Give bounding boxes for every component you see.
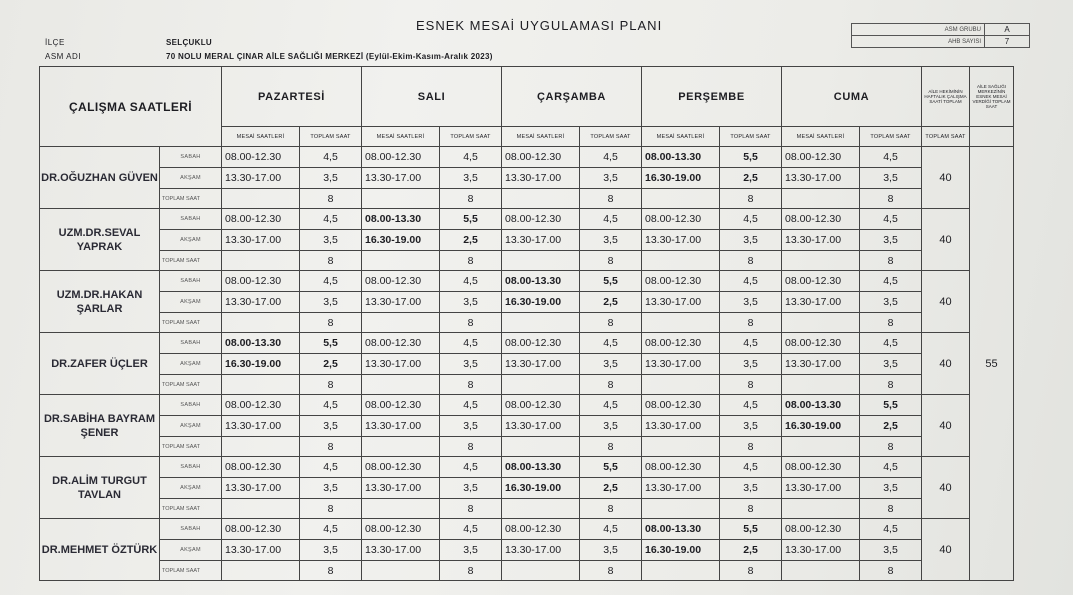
total-hours-label: TOPLAM SAAT (160, 437, 222, 457)
evening-hours: 3,5 (580, 230, 642, 251)
morning-hours: 4,5 (860, 271, 922, 292)
group-box (851, 23, 1030, 48)
evening-time: 13.30-17.00 (222, 478, 300, 499)
total-time-blank (782, 313, 860, 333)
morning-hours: 4,5 (440, 147, 502, 168)
doctor-name: DR.SABİHA BAYRAM ŞENER (40, 395, 160, 457)
ahb-label: AHB SAYISI (852, 36, 985, 48)
table-row (40, 230, 1014, 251)
table-row (40, 292, 1014, 313)
table-row (40, 561, 1014, 581)
total-time-blank (782, 375, 860, 395)
total-time-blank (362, 561, 440, 581)
morning-hours: 4,5 (720, 333, 782, 354)
day-total-hours: 8 (860, 437, 922, 457)
total-time-blank (362, 499, 440, 519)
shift-label-morning: SABAH (160, 519, 222, 540)
morning-hours: 4,5 (440, 271, 502, 292)
day-total-hours: 8 (860, 313, 922, 333)
evening-hours: 2,5 (860, 416, 922, 437)
evening-time: 16.30-19.00 (502, 292, 580, 313)
evening-hours: 3,5 (860, 292, 922, 313)
evening-time: 13.30-17.00 (362, 168, 440, 189)
morning-hours: 5,5 (580, 457, 642, 478)
total-time-blank (222, 251, 300, 271)
day-total-hours: 8 (440, 499, 502, 519)
evening-hours: 3,5 (860, 354, 922, 375)
evening-time: 13.30-17.00 (642, 478, 720, 499)
evening-time: 13.30-17.00 (642, 416, 720, 437)
evening-hours: 3,5 (440, 168, 502, 189)
table-row (40, 457, 1014, 478)
day-total-hours: 8 (860, 499, 922, 519)
morning-time: 08.00-13.30 (362, 209, 440, 230)
evening-time: 13.30-17.00 (222, 168, 300, 189)
day-total-hours: 8 (860, 375, 922, 395)
morning-time: 08.00-12.30 (502, 395, 580, 416)
shift-label-evening: AKŞAM (160, 230, 222, 251)
evening-hours: 2,5 (440, 230, 502, 251)
morning-time: 08.00-12.30 (222, 209, 300, 230)
evening-hours: 3,5 (440, 354, 502, 375)
total-hours-label: TOPLAM SAAT (160, 375, 222, 395)
evening-hours: 3,5 (720, 230, 782, 251)
day-total-hours: 8 (580, 499, 642, 519)
total-time-blank (222, 189, 300, 209)
total-time-blank (222, 313, 300, 333)
ilce-label: İLÇE (45, 38, 65, 47)
evening-time: 16.30-19.00 (642, 168, 720, 189)
center-total-header: AİLE SAĞLIĞI MERKEZİNİN ESNEK MESAİ VERDİĞİ TOPLAM SAAT (970, 67, 1014, 127)
evening-time: 13.30-17.00 (222, 416, 300, 437)
morning-hours: 5,5 (720, 147, 782, 168)
day-total-hours: 8 (580, 251, 642, 271)
evening-hours: 3,5 (440, 416, 502, 437)
evening-hours: 3,5 (860, 230, 922, 251)
morning-hours: 4,5 (300, 271, 362, 292)
morning-time: 08.00-12.30 (642, 395, 720, 416)
total-hours-label: TOPLAM SAAT (160, 189, 222, 209)
day-header-friday: CUMA (782, 67, 922, 127)
evening-hours: 3,5 (440, 540, 502, 561)
doctor-name: UZM.DR.HAKAN ŞARLAR (40, 271, 160, 333)
morning-hours: 5,5 (580, 271, 642, 292)
evening-hours: 2,5 (580, 478, 642, 499)
morning-time: 08.00-12.30 (222, 395, 300, 416)
table-row (40, 271, 1014, 292)
total-time-blank (782, 561, 860, 581)
total-time-blank (362, 189, 440, 209)
day-total-hours: 8 (300, 189, 362, 209)
total-time-blank (222, 561, 300, 581)
col-header-shift-time: MESAİ SAATLERİ (782, 127, 860, 147)
table-row (40, 313, 1014, 333)
evening-hours: 3,5 (860, 540, 922, 561)
col-header-weekly-total: TOPLAM SAAT (922, 127, 970, 147)
morning-time: 08.00-12.30 (222, 271, 300, 292)
group-value: A (985, 24, 1030, 36)
shift-label-morning: SABAH (160, 271, 222, 292)
day-total-hours: 8 (860, 189, 922, 209)
morning-time: 08.00-12.30 (362, 519, 440, 540)
morning-hours: 4,5 (440, 457, 502, 478)
evening-time: 13.30-17.00 (782, 540, 860, 561)
table-row (40, 168, 1014, 189)
evening-time: 13.30-17.00 (362, 292, 440, 313)
morning-hours: 4,5 (860, 519, 922, 540)
total-time-blank (642, 499, 720, 519)
evening-time: 13.30-17.00 (502, 540, 580, 561)
doctor-name: DR.ALİM TURGUT TAVLAN (40, 457, 160, 519)
table-row (40, 375, 1014, 395)
morning-time: 08.00-13.30 (222, 333, 300, 354)
schedule-table (39, 66, 1014, 581)
day-header-monday: PAZARTESİ (222, 67, 362, 127)
asm-label: ASM ADI (45, 52, 81, 61)
morning-time: 08.00-12.30 (362, 333, 440, 354)
morning-time: 08.00-12.30 (362, 271, 440, 292)
col-header-shift-hours: TOPLAM SAAT (720, 127, 782, 147)
total-time-blank (642, 561, 720, 581)
morning-time: 08.00-13.30 (642, 147, 720, 168)
evening-time: 13.30-17.00 (502, 230, 580, 251)
table-row (40, 333, 1014, 354)
col-header-blank (970, 127, 1014, 147)
evening-time: 13.30-17.00 (782, 230, 860, 251)
day-total-hours: 8 (580, 313, 642, 333)
morning-hours: 4,5 (580, 395, 642, 416)
day-total-hours: 8 (720, 189, 782, 209)
col-header-shift-time: MESAİ SAATLERİ (222, 127, 300, 147)
morning-time: 08.00-13.30 (642, 519, 720, 540)
day-total-hours: 8 (580, 561, 642, 581)
total-time-blank (222, 499, 300, 519)
ilce-value: SELÇUKLU (166, 38, 212, 47)
evening-hours: 3,5 (300, 478, 362, 499)
shift-label-morning: SABAH (160, 209, 222, 230)
morning-time: 08.00-12.30 (642, 457, 720, 478)
morning-hours: 4,5 (440, 333, 502, 354)
total-time-blank (502, 251, 580, 271)
evening-time: 13.30-17.00 (782, 292, 860, 313)
evening-time: 13.30-17.00 (502, 168, 580, 189)
evening-time: 13.30-17.00 (362, 354, 440, 375)
morning-time: 08.00-12.30 (642, 209, 720, 230)
weekly-total-hours: 40 (922, 519, 970, 581)
day-total-hours: 8 (580, 375, 642, 395)
evening-hours: 3,5 (720, 478, 782, 499)
shift-label-evening: AKŞAM (160, 354, 222, 375)
day-total-hours: 8 (860, 561, 922, 581)
evening-time: 16.30-19.00 (502, 478, 580, 499)
evening-time: 13.30-17.00 (222, 292, 300, 313)
day-total-hours: 8 (440, 189, 502, 209)
doctor-name: DR.MEHMET ÖZTÜRK (40, 519, 160, 581)
morning-time: 08.00-12.30 (782, 147, 860, 168)
total-time-blank (502, 437, 580, 457)
group-label: ASM GRUBU (852, 24, 985, 36)
col-header-shift-hours: TOPLAM SAAT (440, 127, 502, 147)
total-time-blank (502, 561, 580, 581)
evening-hours: 2,5 (720, 168, 782, 189)
total-time-blank (222, 437, 300, 457)
morning-time: 08.00-12.30 (642, 271, 720, 292)
evening-time: 16.30-19.00 (642, 540, 720, 561)
morning-hours: 5,5 (860, 395, 922, 416)
morning-hours: 4,5 (580, 209, 642, 230)
asm-value: 70 NOLU MERAL ÇINAR AİLE SAĞLIĞI MERKEZİ (Eylül-Ekim-Kasım-Aralık 2023) (166, 52, 493, 61)
day-total-hours: 8 (720, 375, 782, 395)
working-hours-header: ÇALIŞMA SAATLERİ (40, 67, 222, 147)
day-total-hours: 8 (720, 437, 782, 457)
weekly-total-hours: 40 (922, 457, 970, 519)
evening-time: 13.30-17.00 (782, 168, 860, 189)
evening-time: 16.30-19.00 (222, 354, 300, 375)
evening-hours: 3,5 (440, 292, 502, 313)
evening-hours: 2,5 (720, 540, 782, 561)
day-total-hours: 8 (860, 251, 922, 271)
day-total-hours: 8 (440, 375, 502, 395)
shift-label-evening: AKŞAM (160, 478, 222, 499)
total-time-blank (362, 375, 440, 395)
morning-time: 08.00-12.30 (782, 271, 860, 292)
morning-hours: 4,5 (440, 519, 502, 540)
evening-time: 13.30-17.00 (502, 354, 580, 375)
morning-time: 08.00-12.30 (222, 519, 300, 540)
morning-time: 08.00-12.30 (222, 457, 300, 478)
weekly-total-hours: 40 (922, 271, 970, 333)
document-title: ESNEK MESAİ UYGULAMASI PLANI (416, 18, 663, 33)
doctor-name: UZM.DR.SEVAL YAPRAK (40, 209, 160, 271)
evening-hours: 3,5 (580, 540, 642, 561)
table-row (40, 478, 1014, 499)
total-time-blank (362, 437, 440, 457)
morning-time: 08.00-12.30 (782, 457, 860, 478)
morning-time: 08.00-12.30 (222, 147, 300, 168)
evening-time: 13.30-17.00 (362, 540, 440, 561)
day-total-hours: 8 (300, 499, 362, 519)
shift-label-morning: SABAH (160, 147, 222, 168)
table-row (40, 519, 1014, 540)
morning-time: 08.00-12.30 (642, 333, 720, 354)
morning-time: 08.00-12.30 (502, 519, 580, 540)
evening-hours: 2,5 (580, 292, 642, 313)
shift-label-evening: AKŞAM (160, 416, 222, 437)
shift-label-morning: SABAH (160, 395, 222, 416)
table-row (40, 540, 1014, 561)
morning-time: 08.00-13.30 (502, 271, 580, 292)
table-row (40, 395, 1014, 416)
total-time-blank (782, 251, 860, 271)
ahb-value: 7 (985, 36, 1030, 48)
evening-time: 13.30-17.00 (642, 230, 720, 251)
day-total-hours: 8 (580, 437, 642, 457)
morning-time: 08.00-13.30 (782, 395, 860, 416)
shift-label-morning: SABAH (160, 457, 222, 478)
morning-hours: 5,5 (720, 519, 782, 540)
total-hours-label: TOPLAM SAAT (160, 313, 222, 333)
evening-hours: 3,5 (720, 416, 782, 437)
doctor-name: DR.ZAFER ÜÇLER (40, 333, 160, 395)
morning-time: 08.00-12.30 (362, 395, 440, 416)
doctor-name: DR.OĞUZHAN GÜVEN (40, 147, 160, 209)
weekly-total-hours: 40 (922, 209, 970, 271)
morning-hours: 4,5 (300, 519, 362, 540)
evening-hours: 3,5 (300, 168, 362, 189)
table-row (40, 147, 1014, 168)
morning-hours: 4,5 (580, 519, 642, 540)
total-time-blank (642, 375, 720, 395)
weekly-total-header: AİLE HEKİMİNİN HAFTALIK ÇALIŞMA SAATİ TOPLAM (922, 67, 970, 127)
morning-hours: 4,5 (440, 395, 502, 416)
morning-hours: 4,5 (300, 209, 362, 230)
table-row (40, 354, 1014, 375)
col-header-shift-hours: TOPLAM SAAT (580, 127, 642, 147)
day-total-hours: 8 (440, 251, 502, 271)
total-time-blank (642, 313, 720, 333)
evening-time: 13.30-17.00 (222, 230, 300, 251)
day-total-hours: 8 (720, 313, 782, 333)
evening-hours: 3,5 (860, 478, 922, 499)
total-hours-label: TOPLAM SAAT (160, 561, 222, 581)
morning-time: 08.00-12.30 (782, 209, 860, 230)
shift-label-evening: AKŞAM (160, 292, 222, 313)
morning-hours: 5,5 (440, 209, 502, 230)
evening-hours: 3,5 (720, 292, 782, 313)
morning-time: 08.00-12.30 (782, 519, 860, 540)
day-header-wednesday: ÇARŞAMBA (502, 67, 642, 127)
evening-hours: 3,5 (440, 478, 502, 499)
morning-hours: 4,5 (300, 457, 362, 478)
total-hours-label: TOPLAM SAAT (160, 499, 222, 519)
morning-hours: 4,5 (860, 209, 922, 230)
evening-hours: 3,5 (300, 230, 362, 251)
day-header-tuesday: SALI (362, 67, 502, 127)
morning-time: 08.00-12.30 (502, 333, 580, 354)
total-time-blank (782, 437, 860, 457)
total-time-blank (502, 499, 580, 519)
day-total-hours: 8 (300, 437, 362, 457)
weekly-total-hours: 40 (922, 395, 970, 457)
morning-time: 08.00-13.30 (502, 457, 580, 478)
total-time-blank (502, 189, 580, 209)
day-total-hours: 8 (580, 189, 642, 209)
morning-hours: 4,5 (300, 395, 362, 416)
evening-time: 13.30-17.00 (782, 478, 860, 499)
evening-hours: 3,5 (580, 354, 642, 375)
shift-label-morning: SABAH (160, 333, 222, 354)
day-total-hours: 8 (440, 561, 502, 581)
evening-hours: 3,5 (720, 354, 782, 375)
morning-hours: 4,5 (720, 457, 782, 478)
table-row (40, 499, 1014, 519)
table-row (40, 437, 1014, 457)
evening-hours: 3,5 (300, 540, 362, 561)
day-total-hours: 8 (440, 313, 502, 333)
table-row (40, 209, 1014, 230)
evening-time: 13.30-17.00 (782, 354, 860, 375)
morning-hours: 4,5 (580, 333, 642, 354)
evening-time: 16.30-19.00 (782, 416, 860, 437)
total-time-blank (362, 313, 440, 333)
day-total-hours: 8 (720, 251, 782, 271)
evening-time: 13.30-17.00 (502, 416, 580, 437)
day-total-hours: 8 (300, 313, 362, 333)
center-total-hours: 55 (970, 147, 1014, 581)
total-time-blank (362, 251, 440, 271)
morning-hours: 4,5 (720, 395, 782, 416)
evening-time: 16.30-19.00 (362, 230, 440, 251)
morning-time: 08.00-12.30 (782, 333, 860, 354)
morning-hours: 4,5 (300, 147, 362, 168)
col-header-shift-time: MESAİ SAATLERİ (502, 127, 580, 147)
total-time-blank (782, 499, 860, 519)
day-total-hours: 8 (300, 561, 362, 581)
total-time-blank (222, 375, 300, 395)
evening-hours: 3,5 (580, 168, 642, 189)
morning-hours: 4,5 (860, 457, 922, 478)
table-row (40, 189, 1014, 209)
total-hours-label: TOPLAM SAAT (160, 251, 222, 271)
total-time-blank (642, 437, 720, 457)
morning-hours: 4,5 (580, 147, 642, 168)
morning-time: 08.00-12.30 (502, 209, 580, 230)
evening-time: 13.30-17.00 (362, 478, 440, 499)
shift-label-evening: AKŞAM (160, 540, 222, 561)
total-time-blank (502, 313, 580, 333)
morning-time: 08.00-12.30 (502, 147, 580, 168)
evening-time: 13.30-17.00 (642, 354, 720, 375)
col-header-shift-time: MESAİ SAATLERİ (642, 127, 720, 147)
morning-hours: 4,5 (720, 271, 782, 292)
col-header-shift-hours: TOPLAM SAAT (300, 127, 362, 147)
evening-time: 13.30-17.00 (362, 416, 440, 437)
table-row (40, 416, 1014, 437)
evening-time: 13.30-17.00 (642, 292, 720, 313)
weekly-total-hours: 40 (922, 147, 970, 209)
total-time-blank (642, 251, 720, 271)
morning-hours: 4,5 (720, 209, 782, 230)
evening-hours: 3,5 (580, 416, 642, 437)
day-total-hours: 8 (440, 437, 502, 457)
shift-label-evening: AKŞAM (160, 168, 222, 189)
evening-time: 13.30-17.00 (222, 540, 300, 561)
morning-hours: 4,5 (860, 333, 922, 354)
total-time-blank (782, 189, 860, 209)
col-header-shift-hours: TOPLAM SAAT (860, 127, 922, 147)
morning-time: 08.00-12.30 (362, 147, 440, 168)
table-row (40, 251, 1014, 271)
col-header-shift-time: MESAİ SAATLERİ (362, 127, 440, 147)
morning-hours: 4,5 (860, 147, 922, 168)
total-time-blank (502, 375, 580, 395)
total-time-blank (642, 189, 720, 209)
weekly-total-hours: 40 (922, 333, 970, 395)
evening-hours: 3,5 (300, 416, 362, 437)
day-total-hours: 8 (720, 561, 782, 581)
day-total-hours: 8 (300, 251, 362, 271)
evening-hours: 2,5 (300, 354, 362, 375)
morning-hours: 5,5 (300, 333, 362, 354)
evening-hours: 3,5 (860, 168, 922, 189)
day-total-hours: 8 (720, 499, 782, 519)
day-total-hours: 8 (300, 375, 362, 395)
morning-time: 08.00-12.30 (362, 457, 440, 478)
evening-hours: 3,5 (300, 292, 362, 313)
header-row-days (40, 67, 1014, 127)
day-header-thursday: PERŞEMBE (642, 67, 782, 127)
